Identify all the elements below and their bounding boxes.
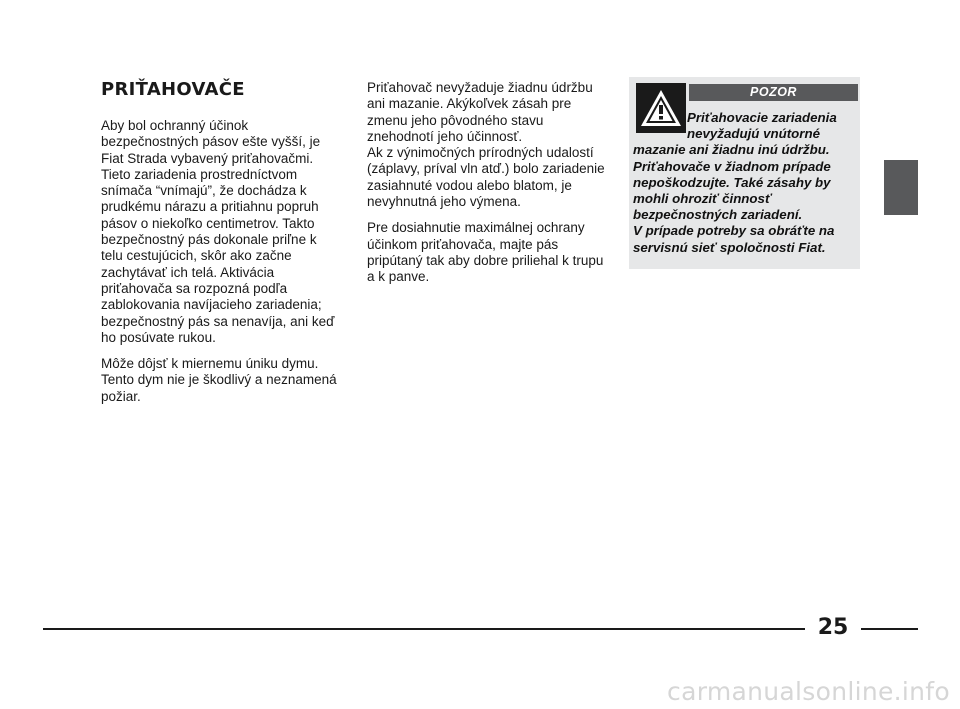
left-column — [101, 80, 341, 415]
paragraph: Pre dosiahnutie maximálnej ochrany účinkom priťahovača, majte pás pripútaný tak aby dobre priliehal k trupu a k panve. — [367, 220, 604, 285]
paragraph: Priťahovač nevyžaduje žiadnu údržbu ani mazanie. Akýkoľvek zásah pre zmenu jeho pôvodného stavu znehodnotí jeho účinnosť. — [367, 80, 593, 144]
warning-text-last: V prípade potreby sa obráťte na servisnú sieť spoločnosti Fiat. — [633, 223, 835, 255]
warning-text — [633, 110, 857, 256]
paragraph: Ak z výnimočných prírodných udalostí (záplavy, príval vln atď.) bolo zariadenie zasiahnuté vodou alebo blatom, je nevyhnutná jeho výmena. — [367, 145, 605, 210]
warning-box — [629, 77, 860, 269]
footer-rule — [861, 628, 918, 630]
section-title: PRIŤAHOVAČE — [101, 79, 245, 100]
middle-column — [367, 80, 605, 296]
footer-rule — [43, 628, 805, 630]
watermark: carmanualsonline.info — [667, 677, 950, 706]
warning-text-lead: Priťahovacie zariadenia nevyžadujú vnútorné — [687, 110, 837, 142]
chapter-tab — [884, 160, 918, 215]
paragraph: Môže dôjsť k miernemu úniku dymu. Tento dym nie je škodlivý a neznamená požiar. — [101, 356, 337, 404]
paragraph: Aby bol ochranný účinok bezpečnostných pásov ešte vyšší, je Fiat Strada vybavený priťahovačmi. Tieto zariadenia prostredníctvom snímača “vnímajú”, že dochádza k prudkému nárazu a pritiahnu popruh pásov o niekoľko centimetrov. Takto bezpečnostný pás dokonale priľne k telu cestujúcich, skôr ako začne zachytávať ich telá. Aktivácia priťahovača sa rozpozná podľa zablokovania navíjacieho zariadenia; bezpečnostný pás sa nenavíja, ani keď ho posúvate rukou. — [101, 118, 335, 345]
warning-text-body: mazanie ani žiadnu inú údržbu. Priťahovače v žiadnom prípade nepoškodzujte. Také zásahy by mohli ohroziť činnosť bezpečnostných zariadení. — [633, 142, 831, 223]
warning-header: POZOR — [689, 84, 858, 101]
page-number: 25 — [817, 615, 849, 640]
